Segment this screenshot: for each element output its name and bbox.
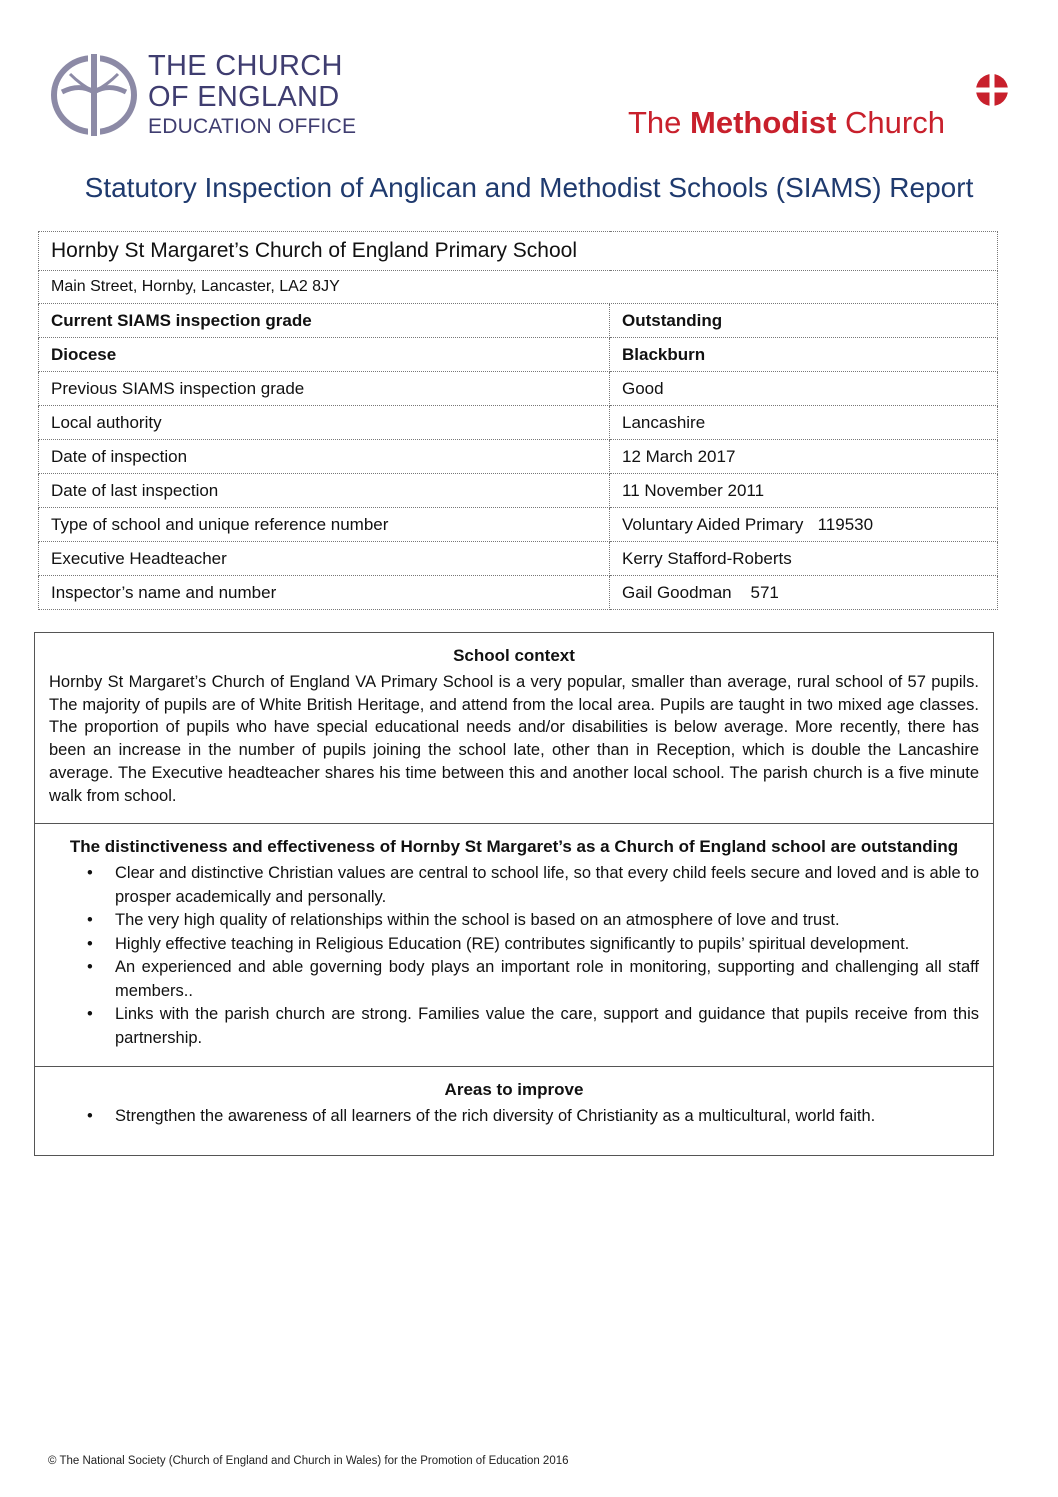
row-label: Type of school and unique reference number: [39, 508, 610, 542]
church-of-england-logo: [48, 50, 378, 140]
bullet: •: [87, 958, 93, 977]
table-row: [39, 576, 998, 610]
row-value: Voluntary Aided Primary 119530: [610, 508, 998, 542]
methodist-church-logo: [628, 72, 1018, 142]
row-label: Executive Headteacher: [39, 542, 610, 576]
list-item: • The very high quality of relationships within the school is based on an atmosphere of love and trust.: [49, 909, 979, 933]
report-title: Statutory Inspection of Anglican and Methodist Schools (SIAMS) Report: [84, 172, 974, 203]
row-value: Lancashire: [610, 406, 998, 440]
row-label: Date of last inspection: [39, 474, 610, 508]
row-value: Blackburn: [610, 338, 998, 372]
table-row: [39, 406, 998, 440]
school-name: Hornby St Margaret’s Church of England Primary School: [39, 232, 998, 271]
bullet: •: [87, 864, 93, 883]
table-row: [39, 474, 998, 508]
list-item: • Clear and distinctive Christian values are central to school life, so that every child feels secure and loved and is able to prosper academically and personally.: [87, 864, 979, 906]
areas-to-improve-section: [35, 1067, 993, 1155]
school-address: Main Street, Hornby, Lancaster, LA2 8JY: [39, 271, 998, 304]
row-label: Current SIAMS inspection grade: [39, 304, 610, 338]
bullet: •: [87, 934, 93, 953]
list-item: • An experienced and able governing body plays an important role in monitoring, supporting and challenging all staff members..: [87, 958, 979, 1000]
church-of-england-emblem-icon: [48, 52, 140, 138]
table-row: [39, 508, 998, 542]
methodist-orb-cross-icon: [974, 72, 1010, 108]
bullet: •: [87, 911, 93, 930]
school-context-text: Hornby St Margaret’s Church of England VA Primary School is a very popular, smaller than average, rural school of 57 pupils. The majority of pupils are of White British Heritage, and attend from the local area. Pupils are taught in two mixed age classes. The proportion of pupils who have special educational needs and/or disabilities is below average. More recently, there has been an increase in the number of pupils joining the school late, other than in Reception, which is double the Lancashire average. The Executive headteacher shares his time between this and another local school. The parish church is a five minute walk from school.: [49, 673, 979, 805]
row-label: Inspector’s name and number: [39, 576, 610, 610]
methodist-logo-text: The Methodist Church: [628, 105, 945, 140]
distinctiveness-section: [35, 824, 993, 1067]
row-value: Good: [610, 372, 998, 406]
row-label: Diocese: [39, 338, 610, 372]
table-row: [39, 440, 998, 474]
list-item: • Highly effective teaching in Religious Education (RE) contributes significantly to pupils’ spiritual development.: [49, 933, 979, 957]
section-heading: Areas to improve: [444, 1080, 584, 1100]
coe-logo-line3: EDUCATION OFFICE: [148, 115, 357, 138]
row-label: Local authority: [39, 406, 610, 440]
table-row: [39, 338, 998, 372]
bullet: •: [87, 1107, 93, 1126]
bullet: •: [87, 1005, 93, 1024]
list-item: • Links with the parish church are strong. Families value the care, support and guidance that pupils receive from this partnership.: [87, 1005, 979, 1047]
report-sections: [34, 632, 994, 1156]
table-row: [39, 372, 998, 406]
distinctiveness-list: [49, 862, 979, 1050]
row-value: 11 November 2011: [610, 474, 998, 508]
list-item: • Strengthen the awareness of all learners of the rich diversity of Christianity as a multicultural, world faith.: [49, 1105, 979, 1129]
section-heading: School context: [453, 646, 575, 665]
school-context-section: [35, 633, 993, 824]
copyright-footer: © The National Society (Church of England and Church in Wales) for the Promotion of Education 2016: [48, 1455, 569, 1467]
table-row: [39, 304, 998, 338]
improve-list: [49, 1105, 979, 1129]
row-value: Kerry Stafford-Roberts: [610, 542, 998, 576]
row-value: 12 March 2017: [610, 440, 998, 474]
school-info-table: [38, 231, 998, 610]
table-row: [39, 542, 998, 576]
coe-logo-line1: THE CHURCH: [148, 50, 343, 82]
row-value: Outstanding: [610, 304, 998, 338]
row-value: Gail Goodman 571: [610, 576, 998, 610]
coe-logo-line2: OF ENGLAND: [148, 81, 340, 113]
section-heading: The distinctiveness and effectiveness of Hornby St Margaret’s as a Church of England school are outstanding: [69, 837, 959, 857]
row-label: Previous SIAMS inspection grade: [39, 372, 610, 406]
row-label: Date of inspection: [39, 440, 610, 474]
